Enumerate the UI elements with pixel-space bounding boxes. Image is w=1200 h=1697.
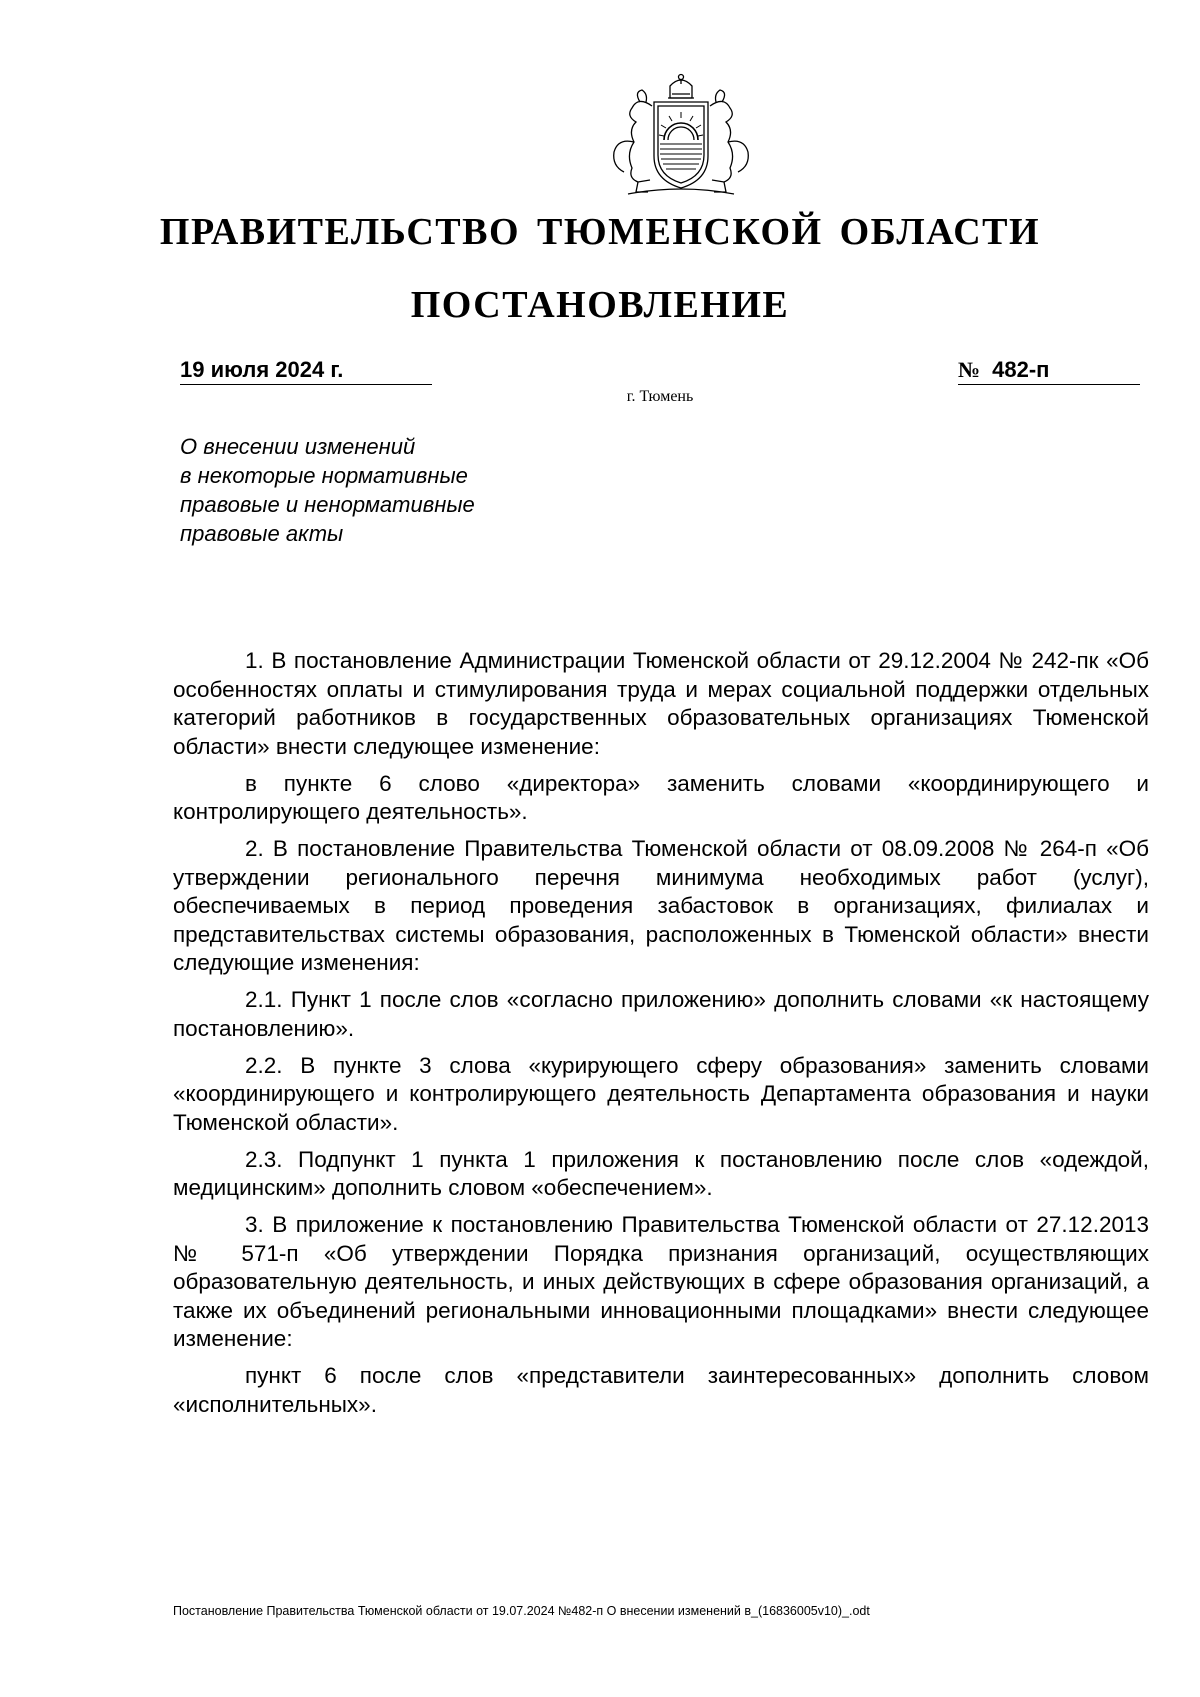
government-title: ПРАВИТЕЛЬСТВО ТЮМЕНСКОЙ ОБЛАСТИ [159, 211, 1041, 253]
subject-line: О внесении изменений [180, 434, 416, 459]
page-footer: Постановление Правительства Тюменской области от 19.07.2024 №482-п О внесении изменений в_(16836005v10)_.odt [173, 1604, 870, 1618]
body-paragraph: 2.1. Пункт 1 после слов «согласно приложению» дополнить словами «к настоящему постановлению». [173, 987, 1149, 1041]
number-sign: № [958, 357, 981, 382]
document-city: г. Тюмень [626, 388, 694, 405]
document-date: 19 июля 2024 г. [180, 356, 432, 385]
body-paragraph: 1. В постановление Администрации Тюменской области от 29.12.2004 № 242-пк «Об особенностях оплаты и стимулирования труда и мерах социальной поддержки отдельных категорий работников в государственных образовательных организациях Тюменской области» внести следующее изменение: [173, 648, 1149, 759]
document-subject [180, 432, 600, 548]
body-paragraph: 2. В постановление Правительства Тюменской области от 08.09.2008 № 264-п «Об утверждении регионального перечня минимума необходимых работ (услуг), обеспечиваемых в период проведения забастовок в организациях, филиалах и представительствах системы образования, расположенных в Тюменской области» внести следующие изменения: [173, 836, 1149, 975]
document-number-field [958, 356, 1140, 385]
document-body [173, 647, 1149, 1428]
subject-line: правовые и ненормативные [180, 492, 475, 517]
body-paragraph: 2.2. В пункте 3 слова «курирующего сферу образования» заменить словами «координирующего и контролирующего деятельность Департамента образования и науки Тюменской области». [173, 1052, 1149, 1135]
subject-line: в некоторые нормативные [180, 463, 468, 488]
document-type-title: ПОСТАНОВЛЕНИЕ [410, 284, 790, 326]
body-paragraph: 3. В приложение к постановлению Правительства Тюменской области от 27.12.2013 № 571-п «Об утверждении Порядка признания организаций, осуществляющих образовательную деятельность, и иных действующих в сфере образования организаций, а также их объединений региональными инновационными площадками» внести следующее изменение: [173, 1212, 1149, 1351]
body-paragraph: в пункте 6 слово «директора» заменить словами «координирующего и контролирующего деятельность». [173, 770, 1149, 824]
subject-line: правовые акты [180, 521, 344, 546]
body-paragraph: пункт 6 после слов «представители заинтересованных» дополнить словом «исполнительных». [173, 1363, 1149, 1417]
coat-of-arms-icon [598, 72, 764, 200]
body-paragraph: 2.3. Подпункт 1 пункта 1 приложения к постановлению после слов «одеждой, медицинским» дополнить словом «обеспечением». [173, 1146, 1149, 1200]
document-number: 482-п [992, 357, 1050, 382]
